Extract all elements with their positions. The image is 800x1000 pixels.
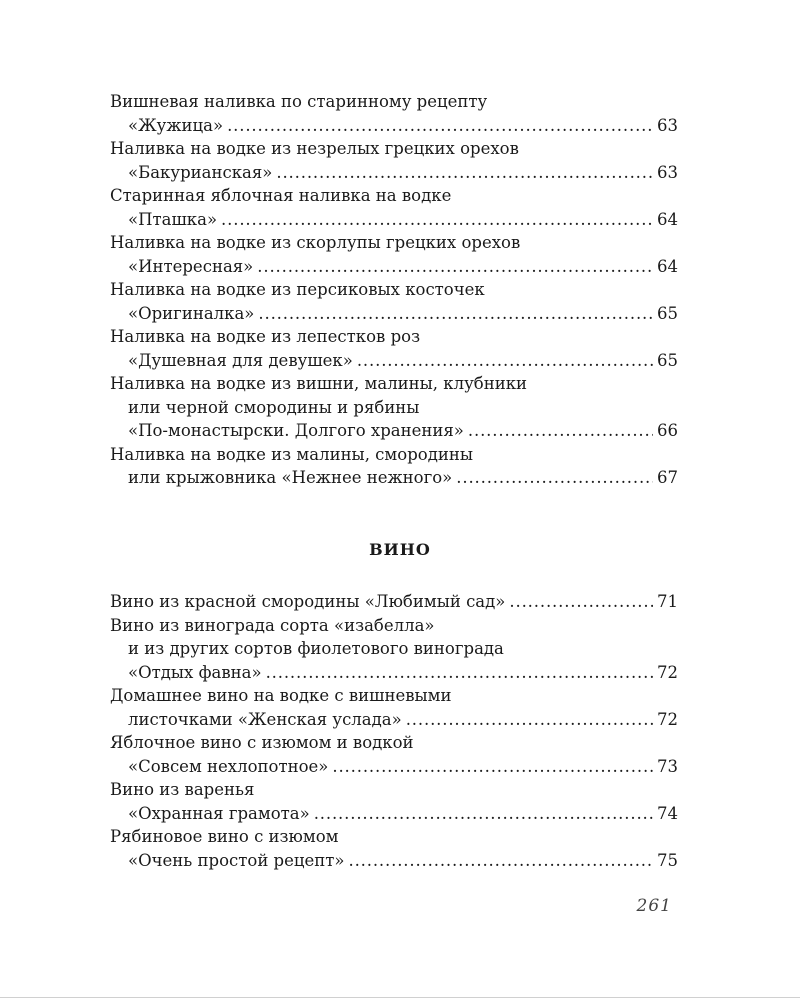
toc-entry-last-line bbox=[110, 255, 678, 279]
dot-leader bbox=[266, 661, 653, 685]
toc-page-number: 72 bbox=[657, 662, 678, 682]
toc-entry-title-line: «Жужица» bbox=[128, 115, 224, 135]
toc-page-number: 65 bbox=[657, 350, 678, 370]
toc-entry-title-line: Наливка на водке из скорлупы грецких орехов bbox=[110, 233, 521, 252]
toc-page-number: 63 bbox=[657, 162, 678, 182]
dot-leader bbox=[257, 255, 653, 279]
toc-page-number: 64 bbox=[657, 209, 678, 229]
toc-page-number: 73 bbox=[657, 756, 678, 776]
toc-page-number: 71 bbox=[657, 592, 678, 611]
toc-entry-title-line: «Пташка» bbox=[128, 209, 218, 229]
dot-leader bbox=[406, 708, 653, 732]
toc-entry-title-line: Наливка на водке из незрелых грецких орехов bbox=[110, 139, 519, 158]
toc-entry-last-line bbox=[110, 802, 678, 826]
toc-entry-title-line: «Оригиналка» bbox=[128, 303, 255, 323]
toc-entry-title-line: Вино из варенья bbox=[110, 780, 255, 799]
toc-entry-title-line: листочками «Женская услада» bbox=[128, 709, 402, 729]
toc-page-number: 63 bbox=[657, 115, 678, 135]
dot-leader bbox=[332, 755, 653, 779]
toc-entry-last-line bbox=[110, 419, 678, 443]
toc-entry bbox=[110, 778, 678, 825]
toc-entry bbox=[110, 278, 678, 325]
toc-entry-last-line bbox=[110, 349, 678, 373]
page-number: 261 bbox=[636, 896, 672, 916]
toc-section-liqueurs bbox=[110, 90, 678, 490]
dot-leader bbox=[456, 466, 653, 490]
toc-entry-title-line: «Отдых фавна» bbox=[128, 662, 262, 682]
toc-entry-title-line: Вино из винограда сорта «изабелла» bbox=[110, 615, 435, 635]
toc-entry-last-line bbox=[110, 708, 678, 732]
toc-entry bbox=[110, 90, 678, 137]
dot-leader bbox=[276, 161, 653, 185]
toc-entry-title-line: или крыжовника «Нежнее нежного» bbox=[128, 468, 453, 487]
toc-section-wine bbox=[110, 590, 678, 872]
dot-leader bbox=[468, 419, 653, 443]
toc-entry bbox=[110, 184, 678, 231]
toc-page-number: 65 bbox=[657, 303, 678, 323]
toc-page-number: 64 bbox=[657, 256, 678, 276]
toc-entry bbox=[110, 731, 678, 778]
toc-entry-last-line bbox=[110, 208, 678, 232]
dot-leader bbox=[227, 114, 653, 138]
bottom-edge-line bbox=[0, 997, 800, 998]
toc-entry bbox=[110, 684, 678, 731]
toc-entry-title-line: Старинная яблочная наливка на водке bbox=[110, 186, 452, 205]
toc-entry-last-line bbox=[110, 755, 678, 779]
toc-entry-last-line bbox=[110, 466, 678, 490]
toc-entry-title-line: «Интересная» bbox=[128, 256, 254, 276]
toc-page-number: 74 bbox=[657, 803, 678, 823]
toc-entry bbox=[110, 443, 678, 490]
toc-entry-title-line: и из других сортов фиолетового винограда bbox=[128, 639, 504, 658]
dot-leader bbox=[357, 349, 653, 373]
toc-entry-title-line: Наливка на водке из малины, смородины bbox=[110, 444, 473, 464]
toc-entry-title-line: «Душевная для девушек» bbox=[128, 350, 353, 370]
toc-entry-last-line bbox=[110, 302, 678, 326]
toc-entry bbox=[110, 614, 678, 685]
toc-entry bbox=[110, 325, 678, 372]
toc-entry-last-line bbox=[110, 661, 678, 685]
toc-page-number: 72 bbox=[657, 709, 678, 729]
toc-entry-title-line: Наливка на водке из персиковых косточек bbox=[110, 280, 485, 299]
toc-entry-title-line: Наливка на водке из лепестков роз bbox=[110, 327, 421, 346]
dot-leader bbox=[258, 302, 653, 326]
toc-entry-title-line: «Совсем нехлопотное» bbox=[128, 756, 329, 776]
dot-leader bbox=[348, 849, 653, 873]
toc-entry-title-line: Вишневая наливка по старинному рецепту bbox=[110, 92, 488, 111]
section-heading-wine: ВИНО bbox=[369, 540, 431, 559]
toc-entry-title-line: «Охранная грамота» bbox=[128, 803, 310, 823]
toc-entry bbox=[110, 825, 678, 872]
toc-entry-title-line: или черной смородины и рябины bbox=[128, 397, 420, 417]
toc-entry bbox=[110, 137, 678, 184]
toc-entry bbox=[110, 231, 678, 278]
toc-entry-last-line bbox=[110, 849, 678, 873]
toc-page-number: 67 bbox=[657, 468, 678, 487]
toc-entry-title-line: «Очень простой рецепт» bbox=[128, 850, 345, 870]
toc-page-number: 75 bbox=[657, 850, 678, 870]
toc-entry-last-line bbox=[110, 590, 678, 614]
toc-entry-title-line: Вино из красной смородины «Любимый сад» bbox=[110, 592, 506, 611]
toc-entry bbox=[110, 372, 678, 443]
dot-leader bbox=[314, 802, 653, 826]
toc-entry-title-line: Наливка на водке из вишни, малины, клубники bbox=[110, 374, 528, 393]
toc-entry bbox=[110, 590, 678, 614]
toc-entry-title-line: Яблочное вино с изюмом и водкой bbox=[110, 733, 414, 752]
toc-page-number: 66 bbox=[657, 421, 678, 440]
toc-entry-title-line: «Бакурианская» bbox=[128, 162, 273, 182]
dot-leader bbox=[221, 208, 653, 232]
toc-entry-title-line: «По-монастырски. Долгого хранения» bbox=[128, 421, 464, 440]
toc-entry-last-line bbox=[110, 161, 678, 185]
toc-entry-title-line: Домашнее вино на водке с вишневыми bbox=[110, 686, 452, 705]
toc-entry-last-line bbox=[110, 114, 678, 138]
toc-entry-title-line: Рябиновое вино с изюмом bbox=[110, 827, 339, 846]
dot-leader bbox=[509, 590, 653, 614]
